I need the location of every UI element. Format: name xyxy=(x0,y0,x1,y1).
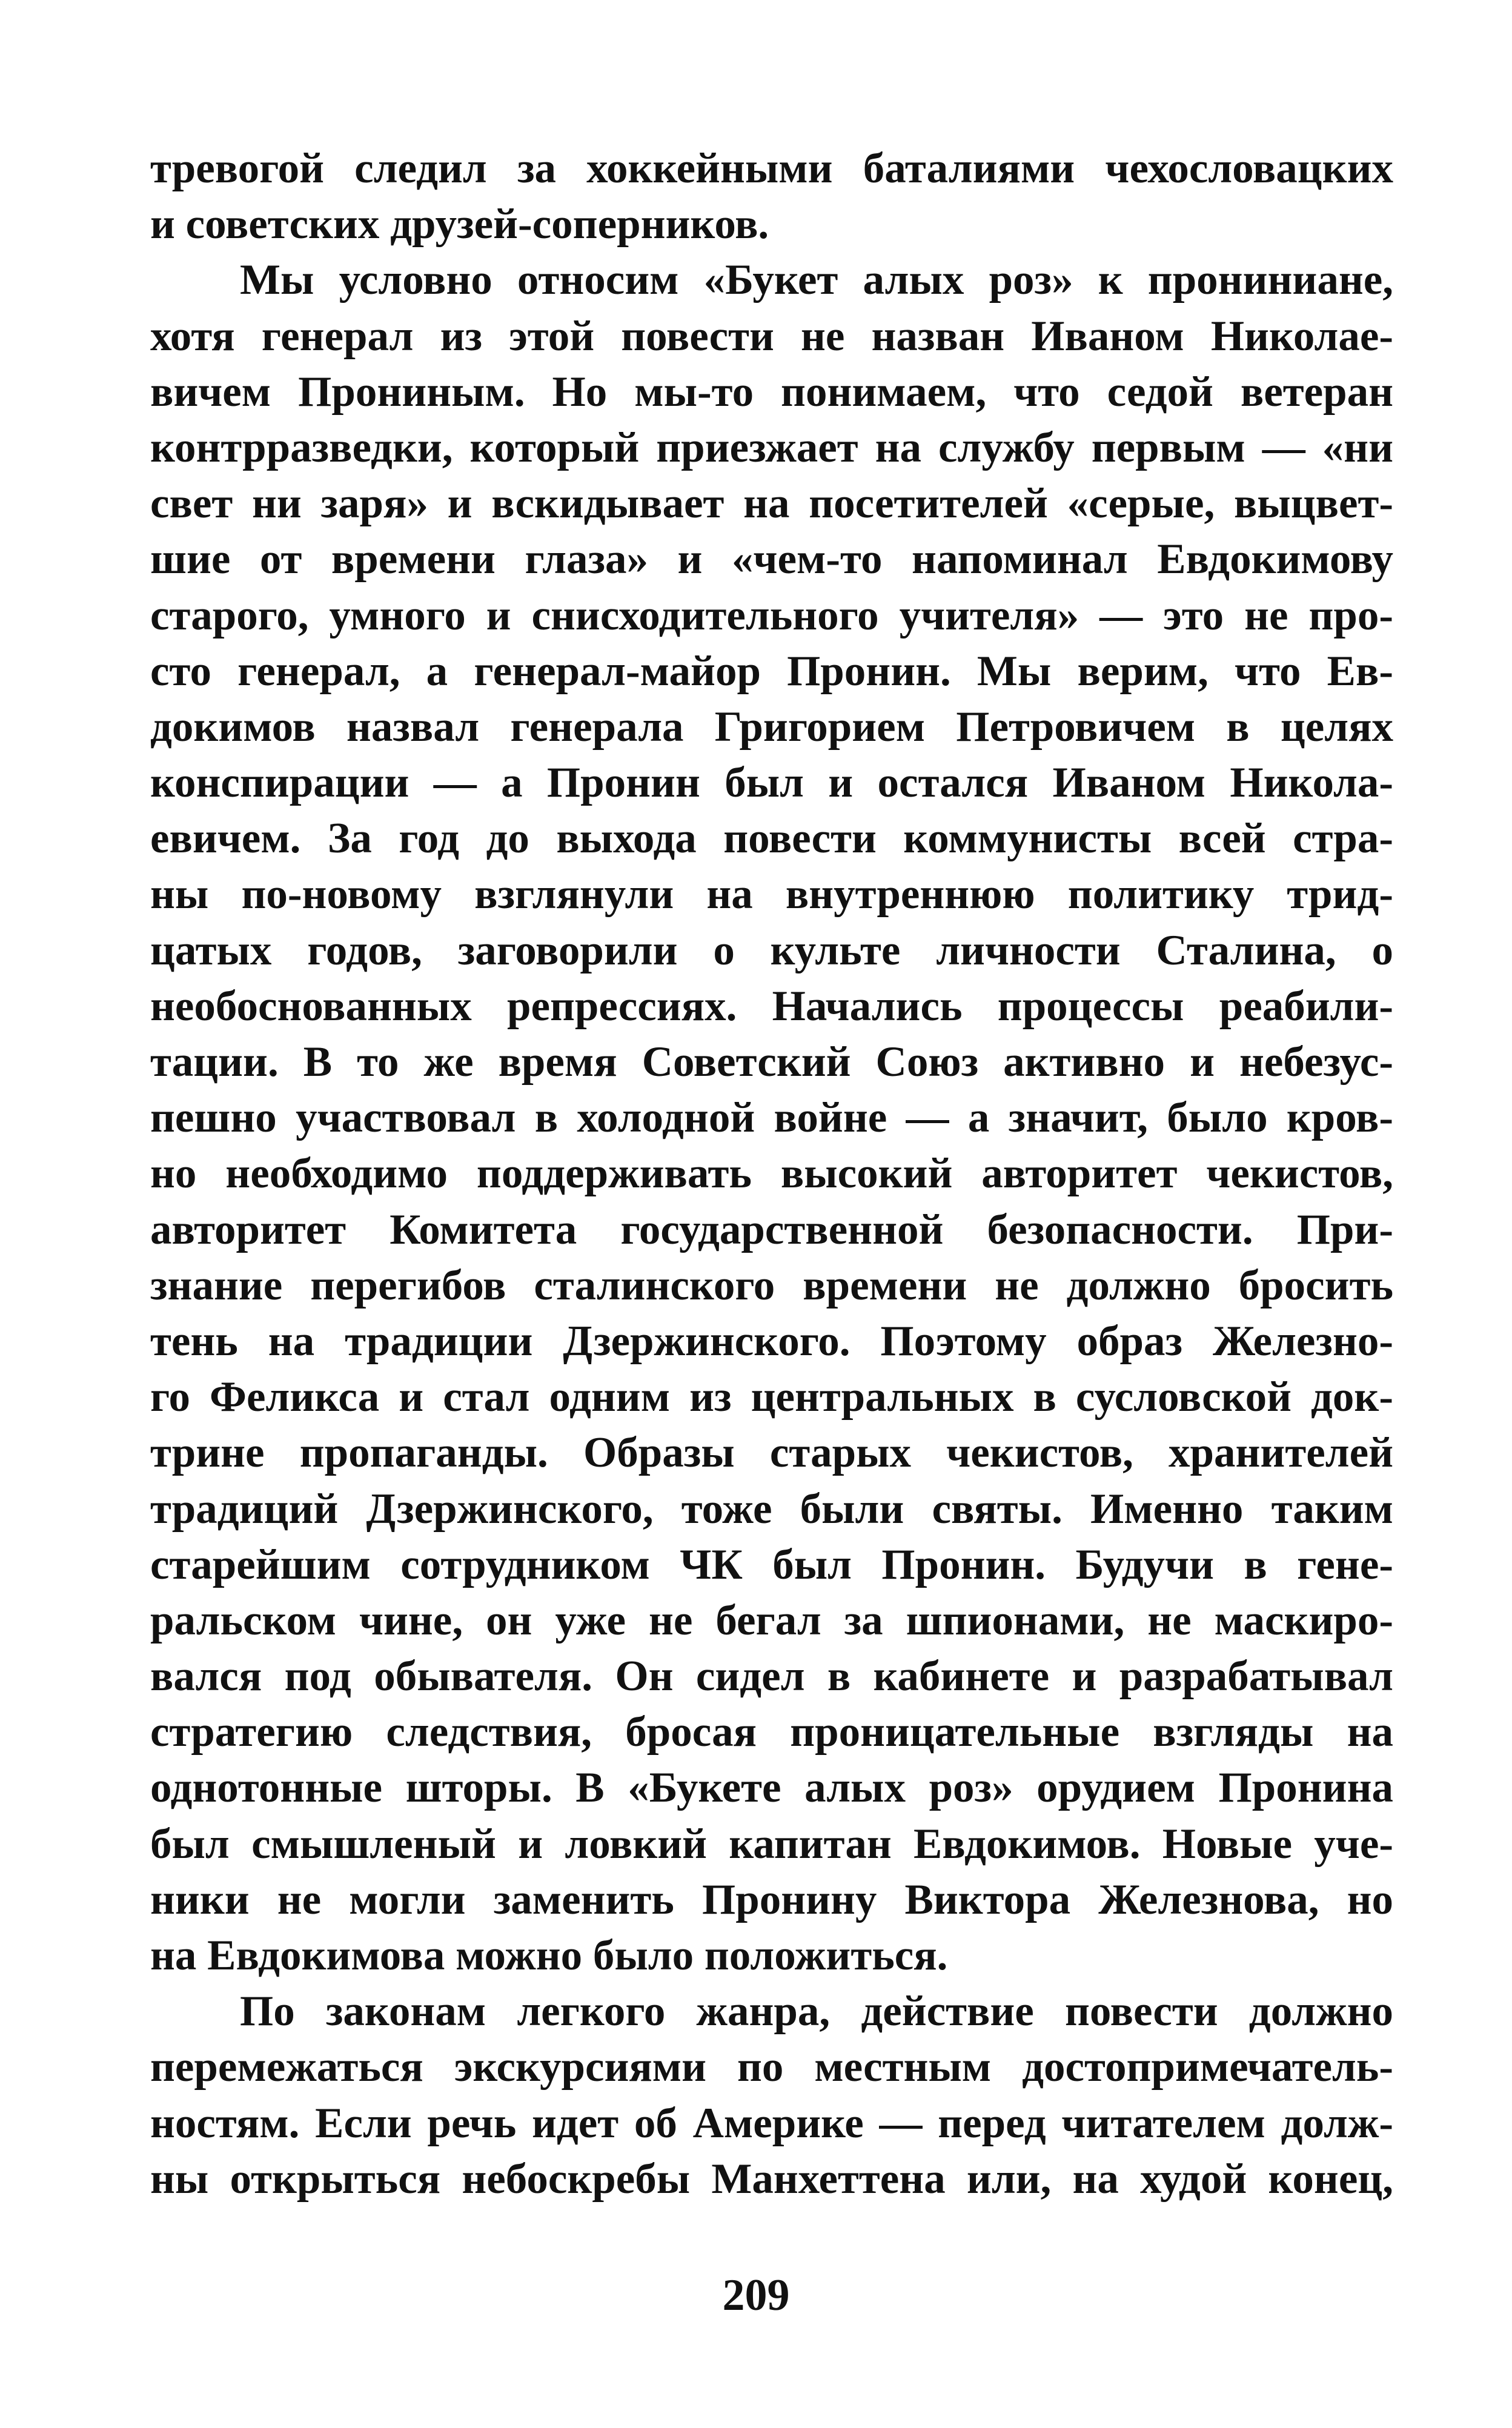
text-line: необоснованных репрессиях. Начались процессы реабили- xyxy=(150,982,1393,1030)
text-line: цатых годов, заговорили о культе личности Сталина, о xyxy=(150,926,1393,974)
text-line: стратегию следствия, бросая проницательные взгляды на xyxy=(150,1708,1393,1756)
text-line: трине пропаганды. Образы старых чекистов, хранителей xyxy=(150,1429,1393,1477)
text-line: ны по-новому взглянули на внутреннюю политику трид- xyxy=(150,871,1393,918)
text-line: тень на традиции Дзержинского. Поэтому образ Железно- xyxy=(150,1317,1393,1365)
text-line: традиций Дзержинского, тоже были святы. Именно таким xyxy=(150,1485,1393,1533)
text-line: конспирации — а Пронин был и остался Иваном Никола- xyxy=(150,759,1393,807)
text-line: По законам легкого жанра, действие повести должно xyxy=(240,1988,1393,2035)
page-number: 209 xyxy=(722,2270,790,2320)
text-line: знание перегибов сталинского времени не должно бросить xyxy=(150,1261,1393,1309)
text-line: был смышленый и ловкий капитан Евдокимов. Новые уче- xyxy=(150,1820,1393,1868)
text-line: Мы условно относим «Букет алых роз» к пронинианe, xyxy=(240,256,1393,304)
text-line: вичем Прониным. Но мы-то понимаем, что седой ветеран xyxy=(150,368,1393,416)
text-line: ностям. Если речь идет об Америке — перед читателем долж- xyxy=(150,2099,1393,2147)
text-line: тации. В то же время Советский Союз активно и небезус- xyxy=(150,1038,1393,1086)
text-line: го Феликса и стал одним из центральных в сусловской док- xyxy=(150,1373,1393,1421)
text-line: старейшим сотрудником ЧК был Пронин. Будучи в гене- xyxy=(150,1541,1393,1588)
text-line: тревогой следил за хоккейными баталиями чехословацких xyxy=(150,145,1393,192)
text-line: ны открыться небоскребы Манхеттена или, на худой конец, xyxy=(150,2155,1393,2203)
text-line: докимов назвал генерала Григорием Петровичем в целях xyxy=(150,703,1393,751)
text-line: евичем. За год до выхода повести коммунисты всей стра- xyxy=(150,815,1393,863)
text-line: хотя генерал из этой повести не назван Иваном Николае- xyxy=(150,312,1393,360)
text-line: на Евдокимова можно было положиться. xyxy=(150,1932,948,1979)
text-line: вался под обывателя. Он сидел в кабинете и разрабатывал xyxy=(150,1653,1393,1700)
text-line: но необходимо поддерживать высокий авторитет чекистов, xyxy=(150,1150,1393,1198)
text-line: сто генерал, а генерал-майор Пронин. Мы верим, что Ев- xyxy=(150,647,1393,695)
text-line: шие от времени глаза» и «чем-то напоминал Евдокимову xyxy=(150,536,1393,583)
text-line: старого, умного и снисходительного учителя» — это не про- xyxy=(150,591,1393,639)
text-line: авторитет Комитета государственной безопасности. При- xyxy=(150,1206,1393,1253)
text-line: пешно участвовал в холодной войне — а значит, было кров- xyxy=(150,1094,1393,1142)
text-line: свет ни заря» и вскидывает на посетителей «серые, выцвет- xyxy=(150,480,1393,528)
text-line: и советских друзей-соперников. xyxy=(150,201,769,248)
text-line: контрразведки, который приезжает на службу первым — «ни xyxy=(150,423,1393,471)
body-text xyxy=(150,141,1393,2207)
text-line: ральском чине, он уже не бегал за шпионами, не маскиро- xyxy=(150,1596,1393,1644)
text-line: однотонные шторы. В «Букете алых роз» орудием Пронина xyxy=(150,1764,1393,1812)
text-line: перемежаться экскурсиями по местным достопримечатель- xyxy=(150,2043,1393,2091)
text-line: ники не могли заменить Пронину Виктора Железнова, но xyxy=(150,1876,1393,1923)
